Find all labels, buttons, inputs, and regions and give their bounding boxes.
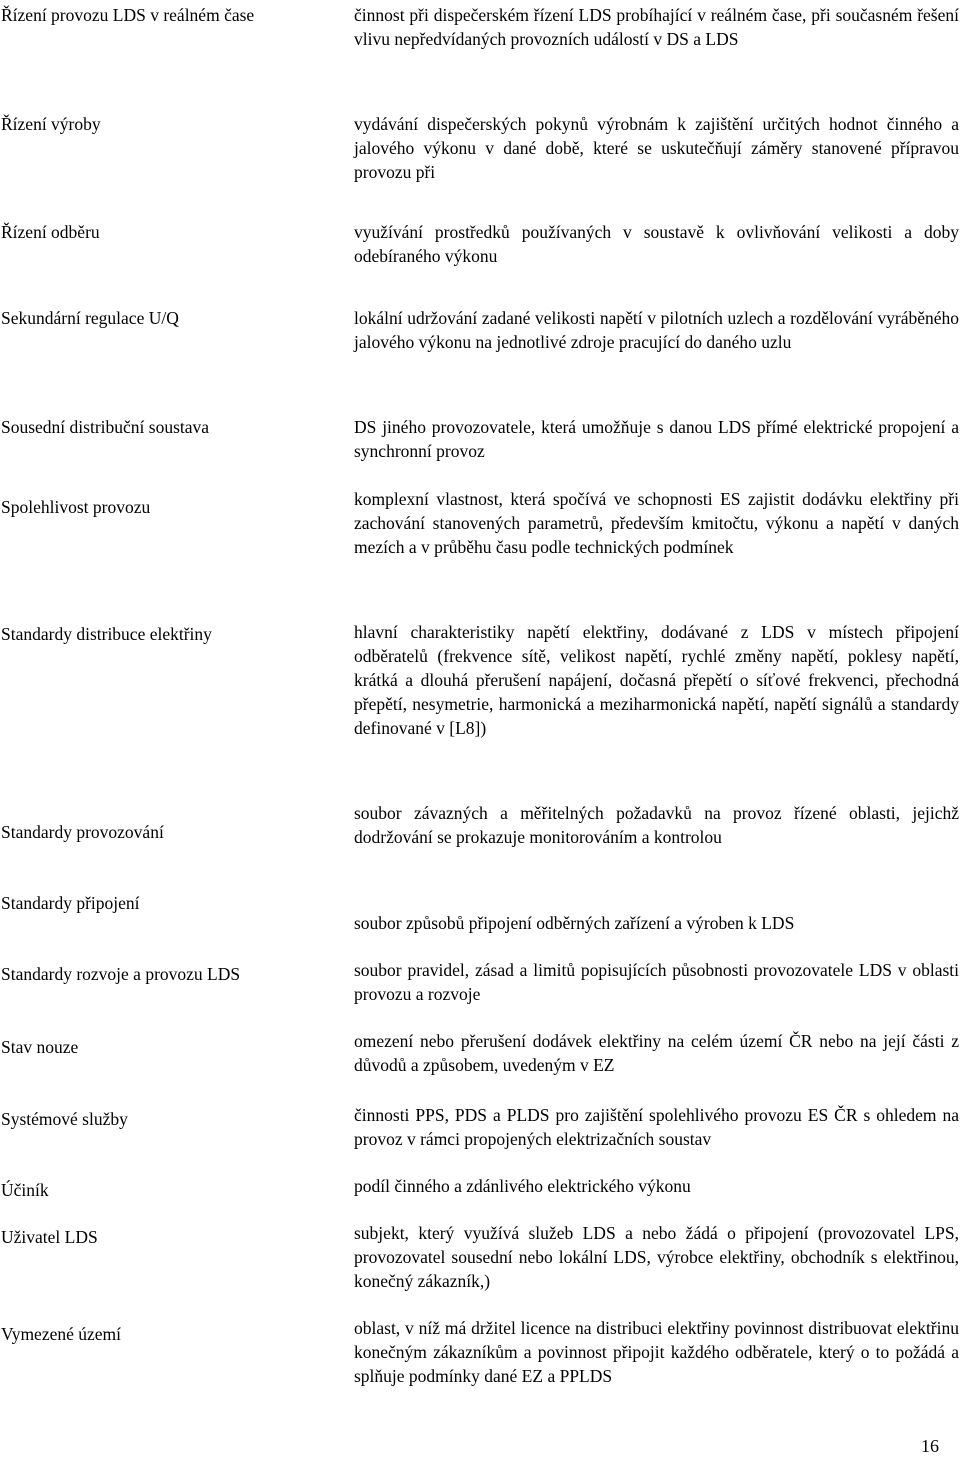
glossary-definition: podíl činného a zdánlivého elektrického výkonu xyxy=(354,1176,691,1196)
glossary-definition: využívání prostředků používaných v soustavě k ovlivňování velikosti a doby odebíraného výkonu xyxy=(354,222,959,266)
glossary-definition: činnosti PPS, PDS a PLDS pro zajištění spolehlivého provozu ES ČR s ohledem na provoz v rámci propojených elektrizačních soustav xyxy=(354,1105,959,1149)
glossary-term: Standardy rozvoje a provozu LDS xyxy=(1,964,241,984)
glossary-definition: lokální udržování zadané velikosti napětí v pilotních uzlech a rozdělování vyráběného jalového výkonu na jednotlivé zdroje pracující do daného uzlu xyxy=(354,308,959,352)
glossary-definition: soubor způsobů připojení odběrných zařízení a výroben k LDS xyxy=(354,913,795,933)
page-number: 16 xyxy=(921,1436,939,1456)
glossary-term: Uživatel LDS xyxy=(1,1227,98,1247)
glossary-term: Standardy připojení xyxy=(1,893,140,913)
glossary-term: Sousední distribuční soustava xyxy=(1,417,210,437)
glossary-term: Vymezené území xyxy=(1,1324,122,1344)
glossary-definition: omezení nebo přerušení dodávek elektřiny na celém území ČR nebo na její části z důvodů a způsobem, uvedeným v EZ xyxy=(354,1031,959,1075)
glossary-term: Řízení výroby xyxy=(1,114,101,134)
glossary-term: Sekundární regulace U/Q xyxy=(1,308,179,328)
glossary-definition: hlavní charakteristiky napětí elektřiny, dodávané z LDS v místech připojení odběratelů (frekvence sítě, velikost napětí, rychlé změny napětí, poklesy napětí, krátká a dlouhá přerušení napájení, dočasná přepětí o síťové frekvenci, přechodná přepětí, nesymetrie, harmonická a meziharmonická napětí, napětí signálů a standardy definované v [L8]) xyxy=(354,622,959,738)
glossary-term: Řízení odběru xyxy=(1,222,100,242)
glossary-term: Systémové služby xyxy=(1,1109,128,1129)
glossary-definition: vydávání dispečerských pokynů výrobnám k zajištění určitých hodnot činného a jalového výkonu v dané době, které se uskutečňují záměry stanovené přípravou provozu při xyxy=(354,114,959,182)
glossary-term: Spolehlivost provozu xyxy=(1,497,151,517)
glossary-definition: činnost při dispečerském řízení LDS probíhající v reálném čase, při současném řešení vlivu nepředvídaných provozních událostí v DS a LDS xyxy=(354,5,959,49)
glossary-definition: soubor pravidel, zásad a limitů popisujících působnosti provozovatele LDS v oblasti provozu a rozvoje xyxy=(354,960,959,1004)
glossary-definition: subjekt, který využívá služeb LDS a nebo žádá o připojení (provozovatel LPS, provozovatel sousední nebo lokální LDS, výrobce elektřiny, obchodník s elektřinou, konečný zákazník,) xyxy=(354,1223,959,1291)
glossary-definition: oblast, v níž má držitel licence na distribuci elektřiny povinnost distribuovat elektřinu konečným zákazníkům a povinnost připojit každého odběratele, který o to požádá a splňuje podmínky dané EZ a PPLDS xyxy=(354,1318,959,1386)
glossary-definition: komplexní vlastnost, která spočívá ve schopnosti ES zajistit dodávku elektřiny při zachování stanovených parametrů, především kmitočtu, výkonu a napětí v daných mezích a v průběhu času podle technických podmínek xyxy=(354,489,959,557)
glossary-term: Řízení provozu LDS v reálném čase xyxy=(1,5,255,25)
glossary-term: Standardy provozování xyxy=(1,822,164,842)
glossary-term: Účiník xyxy=(1,1180,49,1200)
glossary-definition: soubor závazných a měřitelných požadavků na provoz řízené oblasti, jejichž dodržování se prokazuje monitorováním a kontrolou xyxy=(354,803,959,847)
glossary-term: Standardy distribuce elektřiny xyxy=(1,624,212,644)
glossary-term: Stav nouze xyxy=(1,1037,79,1057)
glossary-definition: DS jiného provozovatele, která umožňuje s danou LDS přímé elektrické propojení a synchronní provoz xyxy=(354,417,959,461)
